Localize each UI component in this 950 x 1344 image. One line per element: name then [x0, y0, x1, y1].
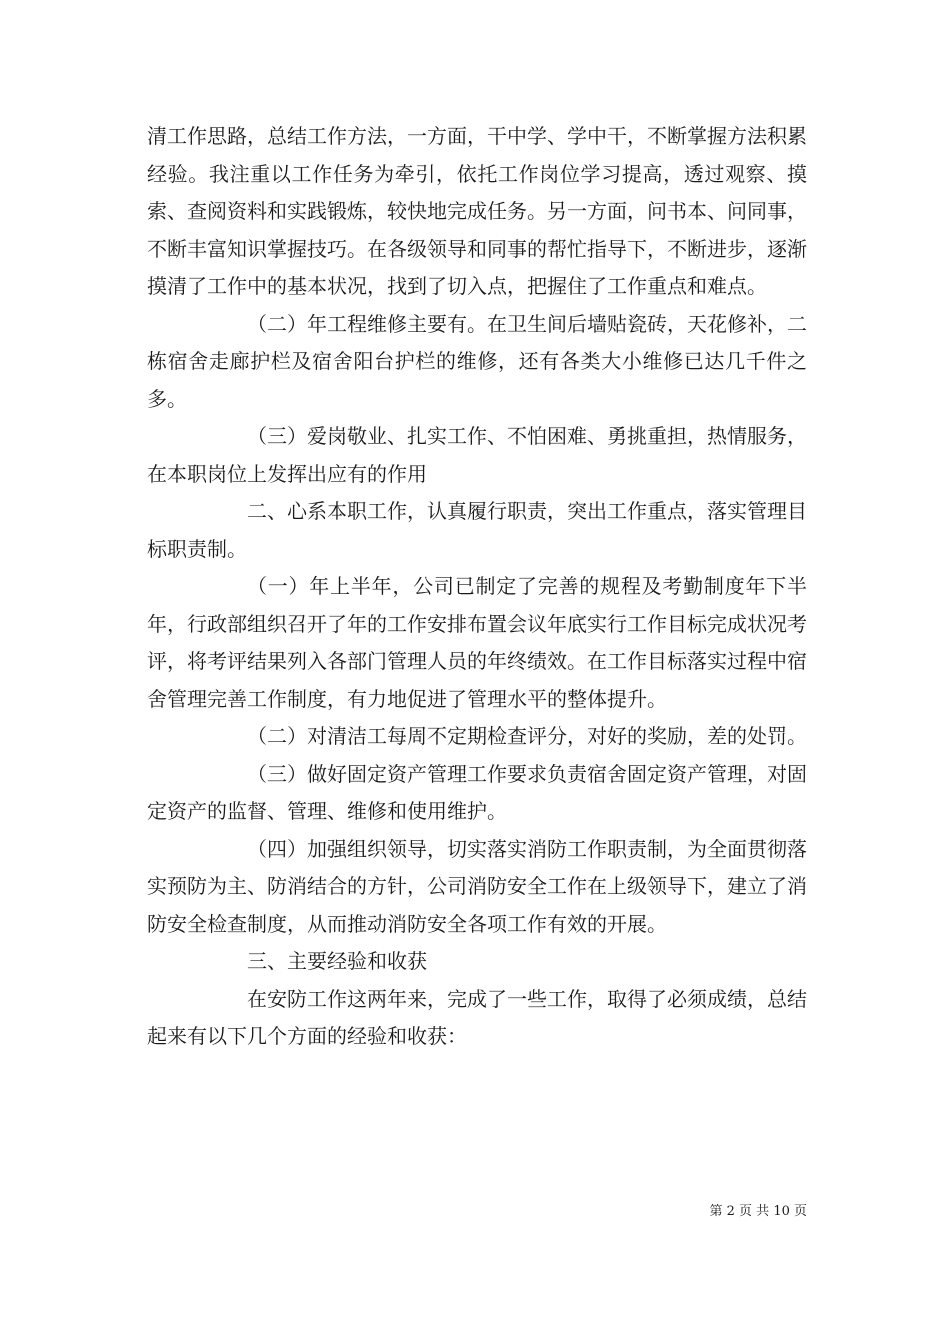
paragraph: （二）年工程维修主要有。在卫生间后墙贴瓷砖，天花修补，二栋宿舍走廊护栏及宿舍阳台护栏的维修，还有各类大小维修已达几千件之多。	[147, 311, 807, 411]
document-body	[147, 118, 807, 1056]
section-heading: 三、主要经验和收获	[247, 949, 427, 973]
paragraph: 在安防工作这两年来，完成了一些工作，取得了必须成绩，总结起来有以下几个方面的经验和收获：	[147, 986, 807, 1048]
paragraph: （二）对清洁工每周不定期检查评分，对好的奖励，差的处罚。	[247, 724, 807, 748]
section-heading: 二、心系本职工作，认真履行职责，突出工作重点，落实管理目标职责制。	[147, 499, 807, 561]
page-number-footer: 第 2 页 共 10 页	[709, 1204, 807, 1219]
paragraph: （三）爱岗敬业、扎实工作、不怕困难、勇挑重担，热情服务，在本职岗位上发挥出应有的作用	[147, 424, 807, 486]
paragraph: （一）年上半年，公司已制定了完善的规程及考勤制度年下半年，行政部组织召开了年的工作安排布置会议年底实行工作目标完成状况考评，将考评结果列入各部门管理人员的年终绩效。在工作目标落实过程中宿舍管理完善工作制度，有力地促进了管理水平的整体提升。	[147, 574, 807, 711]
paragraph: （三）做好固定资产管理工作要求负责宿舍固定资产管理，对固定资产的监督、管理、维修和使用维护。	[147, 761, 807, 823]
paragraph: 清工作思路，总结工作方法，一方面，干中学、学中干，不断掌握方法积累经验。我注重以工作任务为牵引，依托工作岗位学习提高，透过观察、摸索、查阅资料和实践锻炼，较快地完成任务。另一方面，问书本、问同事，不断丰富知识掌握技巧。在各级领导和同事的帮忙指导下，不断进步，逐渐摸清了工作中的基本状况，找到了切入点，把握住了工作重点和难点。	[147, 124, 807, 298]
paragraph: （四）加强组织领导，切实落实消防工作职责制，为全面贯彻落实预防为主、防消结合的方针，公司消防安全工作在上级领导下，建立了消防安全检查制度，从而推动消防安全各项工作有效的开展。	[147, 836, 807, 936]
